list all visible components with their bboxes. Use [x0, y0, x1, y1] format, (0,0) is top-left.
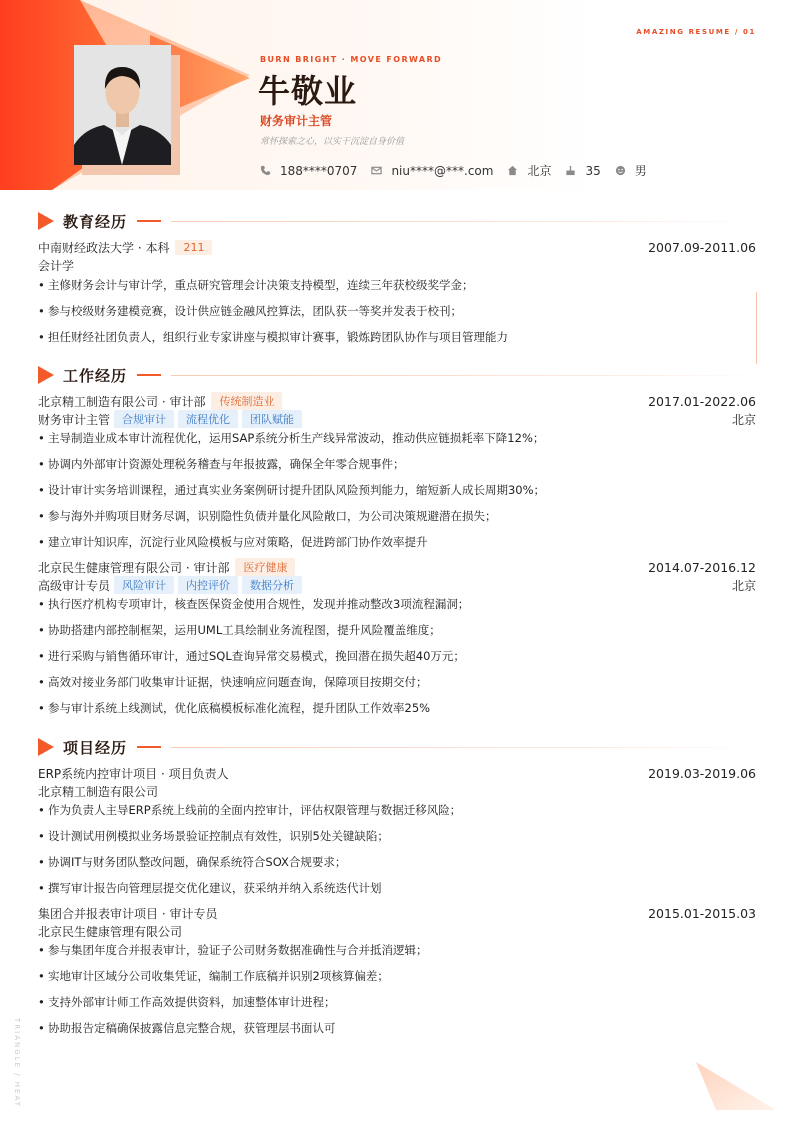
list-item: • 参与校级财务建模竞赛，设计供应链金融风控算法，团队获一等奖并发表于校刊；	[38, 301, 756, 327]
candidate-role: 财务审计主管	[260, 114, 333, 128]
list-item: • 主修财务会计与审计学，重点研究管理会计决策支持模型，连续三年获校级奖学金；	[38, 275, 756, 301]
contact-email[interactable]	[371, 164, 493, 178]
list-item: • 担任财经社团负责人，组织行业专家讲座与模拟审计赛事，锻炼跨团队协作与项目管理能力	[38, 327, 756, 353]
list-item: • 参与审计系统上线测试，优化底稿模板标准化流程，提升团队工作效率25%	[38, 698, 756, 724]
resume-header	[0, 0, 794, 190]
list-item: • 参与海外并购项目财务尽调，识别隐性负债并量化风险敞口，为公司决策规避潜在损失；	[38, 506, 756, 532]
list-item: • 进行采购与销售循环审计，通过SQL查询异常交易模式，挽回潜在损失超40万元；	[38, 646, 756, 672]
list-item: • 支持外部审计师工作高效提供资料，加速整体审计进程；	[38, 992, 756, 1018]
project-entry	[38, 764, 756, 904]
skill-tag: 合规审计	[114, 410, 174, 428]
section-title: 项目经历	[63, 738, 128, 757]
project-org: 北京民生健康管理有限公司	[38, 924, 183, 939]
age-text: 35	[585, 163, 601, 178]
motto: 常怀探索之心，以实干沉淀自身价值	[260, 137, 405, 147]
home-icon	[507, 165, 518, 176]
decorative-vertical-line	[756, 292, 757, 364]
section-dash	[137, 374, 161, 376]
tagline: BURN BRIGHT · MOVE FORWARD	[260, 55, 443, 64]
list-item: • 设计测试用例模拟业务场景验证控制点有效性，识别5处关键缺陷；	[38, 826, 756, 852]
section-divider	[171, 747, 756, 748]
project-name: 集团合并报表审计项目 · 审计专员	[38, 906, 218, 921]
person-icon	[615, 165, 626, 176]
list-item: • 实地审计区域分公司收集凭证，编制工作底稿并识别2项核算偏差；	[38, 966, 756, 992]
profile-photo	[74, 45, 171, 165]
work-entry	[38, 392, 756, 558]
company-name: 北京精工制造有限公司 · 审计部	[38, 394, 206, 409]
project-org: 北京精工制造有限公司	[38, 784, 159, 799]
list-item: • 高效对接业务部门收集审计证据，快速响应问题查询，保障项目按期交付；	[38, 672, 756, 698]
list-item: • 撰写审计报告向管理层提交优化建议，获采纳并纳入系统迭代计划	[38, 878, 756, 904]
section-triangle-icon	[38, 738, 54, 756]
industry-tag: 医疗健康	[235, 558, 295, 576]
corner-triangle-decoration	[696, 1062, 776, 1112]
section-divider	[171, 221, 756, 222]
project-date: 2019.03-2019.06	[648, 765, 756, 781]
list-item: • 参与集团年度合并报表审计，验证子公司财务数据准确性与合并抵消逻辑；	[38, 940, 756, 966]
section-triangle-icon	[38, 366, 54, 384]
section-title: 工作经历	[63, 366, 128, 385]
list-item: • 协调IT与财务团队整改问题，确保系统符合SOX合规要求；	[38, 852, 756, 878]
section-title: 教育经历	[63, 212, 128, 231]
phone-icon	[260, 165, 271, 176]
cake-icon	[565, 165, 576, 176]
contact-bar	[260, 162, 661, 179]
section-projects	[38, 737, 756, 757]
phone-text: 188****0707	[280, 163, 358, 178]
list-item: • 协助搭建内部控制框架，运用UML工具绘制业务流程图，提升风险覆盖维度；	[38, 620, 756, 646]
skill-tag: 流程优化	[178, 410, 238, 428]
list-item: • 主导制造业成本审计流程优化，运用SAP系统分析生产线异常波动，推动供应链损耗率下降12%；	[38, 428, 756, 454]
list-item: • 设计审计实务培训课程，通过真实业务案例研讨提升团队风险预判能力，缩短新人成长周期30%；	[38, 480, 756, 506]
section-triangle-icon	[38, 212, 54, 230]
section-work	[38, 365, 756, 385]
candidate-name: 牛敬业	[258, 72, 358, 110]
side-watermark-text: TRIANGLE / HEAT	[13, 1018, 21, 1108]
company-name: 北京民生健康管理有限公司 · 审计部	[38, 560, 230, 575]
project-name: ERP系统内控审计项目 · 项目负责人	[38, 766, 229, 781]
work-entry	[38, 558, 756, 724]
list-item: • 建立审计知识库，沉淀行业风险模板与应对策略，促进跨部门协作效率提升	[38, 532, 756, 558]
project-date: 2015.01-2015.03	[648, 905, 756, 921]
section-divider	[171, 375, 756, 376]
work-location: 北京	[731, 412, 756, 427]
contact-gender	[615, 162, 647, 179]
section-dash	[137, 220, 161, 222]
list-item: • 作为负责人主导ERP系统上线前的全面内控审计，评估权限管理与数据迁移风险；	[38, 800, 756, 826]
skill-tag: 风险审计	[114, 576, 174, 594]
job-title: 高级审计专员	[38, 578, 111, 593]
contact-city	[507, 162, 551, 179]
school-badge: 211	[175, 240, 212, 255]
education-date: 2007.09-2011.06	[648, 239, 756, 255]
city-text: 北京	[527, 164, 552, 178]
work-date: 2017.01-2022.06	[648, 393, 756, 409]
education-entry	[38, 238, 756, 353]
section-education	[38, 211, 756, 231]
email-text: niu****@***.com	[391, 163, 494, 178]
contact-phone[interactable]	[260, 164, 357, 178]
contact-age	[565, 164, 600, 178]
section-dash	[137, 746, 161, 748]
mail-icon	[371, 165, 382, 176]
work-date: 2014.07-2016.12	[648, 559, 756, 575]
skill-tag: 内控评价	[178, 576, 238, 594]
work-location: 北京	[731, 578, 756, 593]
skill-tag: 团队赋能	[242, 410, 302, 428]
list-item: • 协助报告定稿确保披露信息完整合规，获管理层书面认可	[38, 1018, 756, 1044]
skill-tag: 数据分析	[242, 576, 302, 594]
job-title: 财务审计主管	[38, 412, 111, 427]
school-name: 中南财经政法大学 · 本科	[38, 240, 170, 255]
list-item: • 协调内外部审计资源处理税务稽查与年报披露，确保全年零合规事件；	[38, 454, 756, 480]
gender-text: 男	[634, 164, 647, 178]
industry-tag: 传统制造业	[211, 392, 282, 410]
corner-tag: AMAZING RESUME / 01	[636, 28, 756, 36]
list-item: • 执行医疗机构专项审计，核查医保资金使用合规性，发现并推动整改3项流程漏洞；	[38, 594, 756, 620]
project-entry	[38, 904, 756, 1044]
major: 会计学	[38, 258, 75, 273]
